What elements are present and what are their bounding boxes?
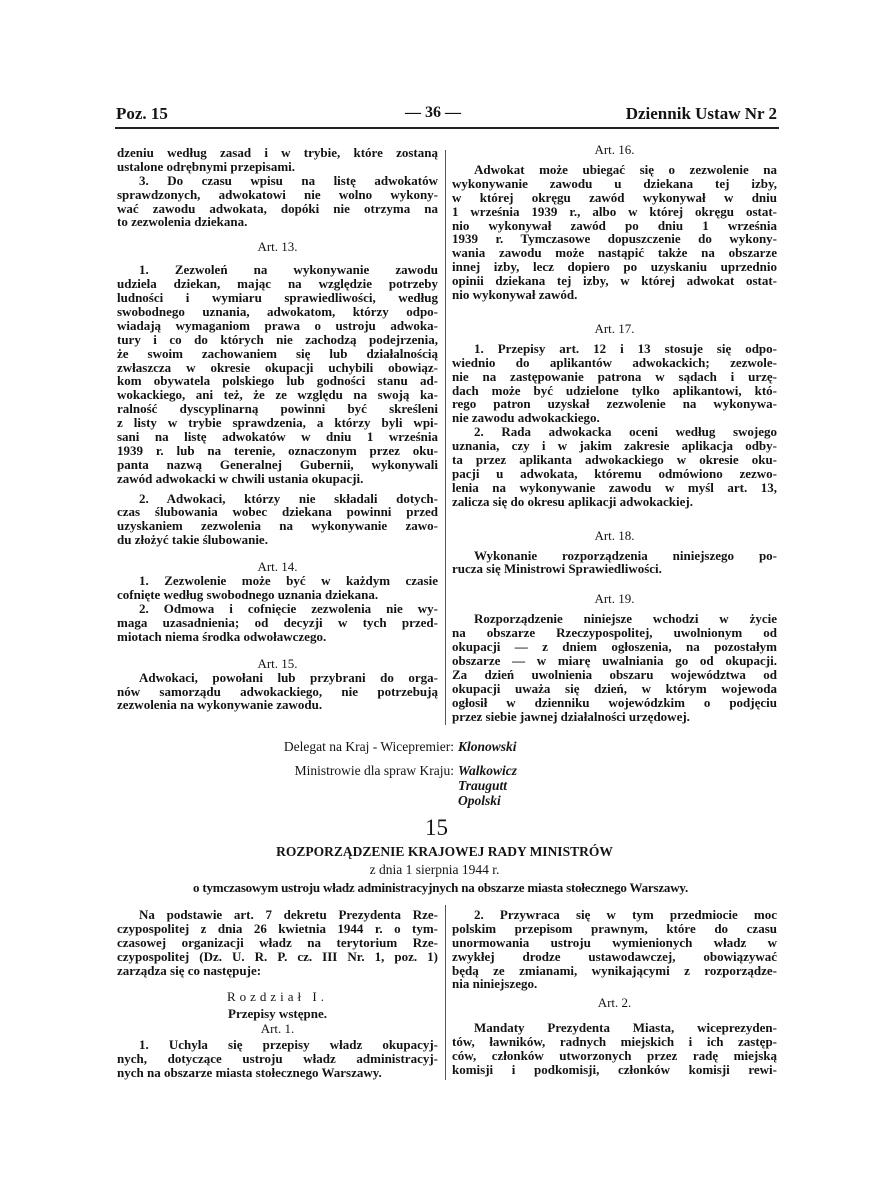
article-heading: Art. 2. <box>597 995 632 1011</box>
paragraph <box>452 908 777 991</box>
text-line: to zezwolenia dziekana. <box>117 214 248 230</box>
act-number: 15 <box>425 815 448 840</box>
text-line: maga uzasadnienia; od decyzji w tych przed- <box>117 614 438 630</box>
minister-name: Traugutt <box>458 778 508 793</box>
text-line: cofnięte według swobodnego uznania dziekana. <box>117 587 379 603</box>
text-line: 1939 r. Tymczasowe dopuszczenie do wykony- <box>452 231 777 247</box>
text-line: czasowej organizacji władz na terytorium Rze- <box>117 934 438 950</box>
text-line: zwykłej drodze ustawodawczej, obowiązywać <box>452 948 777 964</box>
paragraph <box>117 908 438 977</box>
text-line: obszarze — w miarę uwalniania go od okupacji. <box>452 653 777 669</box>
text-line: innej izby, lecz dopiero po uzyskaniu uprzednio <box>452 259 777 275</box>
text-line: zawód adwokacki w chwili ustania okupacji. <box>117 470 364 486</box>
text-line: 3. Do czasu wpisu na listę adwokatów <box>139 172 438 188</box>
chapter-heading: Rozdział I. <box>226 989 329 1005</box>
text-line: czypospolitej (Dz. U. R. P. cz. III Nr. 1, poz. 1) <box>117 948 438 964</box>
ministers-label: Ministrowie dla spraw Kraju: <box>294 763 454 778</box>
text-line: uzyskaniem zezwolenia na wykonywanie zawo- <box>117 518 438 534</box>
text-line: nio wykonywał zawód po dniu 1 września <box>452 217 777 233</box>
text-line: 1. Przepisy art. 12 i 13 stosuje się odpo- <box>474 340 777 356</box>
text-line: wokackiego, ani też, że ze względu na swoją ka- <box>117 387 438 403</box>
page-number: — 36 — <box>405 104 461 121</box>
text-line: w której okręgu zawód wykonywał w dniu <box>452 189 777 205</box>
text-line: pacji u adwokata, któremu odmówiono zezwo- <box>452 465 777 481</box>
text-line: du złożyć takie ślubowanie. <box>117 532 268 548</box>
text-line: nie na zastępowanie patrona w sądach i urzę- <box>452 368 777 384</box>
text-line: dach może być udzielone tylko aplikantowi, któ- <box>452 382 777 398</box>
paragraph <box>452 612 777 723</box>
text-line: nych na obszarze miasta stołecznego Warszawy. <box>117 1065 382 1081</box>
text-line: rucza się Ministrowi Sprawiedliwości. <box>452 561 662 577</box>
text-line: nie zawodu adwokackiego. <box>452 410 600 426</box>
paragraph <box>452 425 777 508</box>
minister-name: Walkowicz <box>458 763 518 778</box>
text-line: Adwokaci, powołani lub przybrani do orga- <box>139 669 438 685</box>
lower-left-column <box>117 908 438 1080</box>
text-line: 2. Przywraca się w tym przedmiocie moc <box>474 907 777 922</box>
text-line: wać zawodu adwokata, dopóki nie otrzyma na <box>117 200 438 216</box>
text-line: panta nazwą Generalnej Gubernii, wykonywali <box>117 456 438 472</box>
text-line: Rozporządzenie niniejsze wchodzi w życie <box>474 611 777 627</box>
paragraph <box>117 574 438 602</box>
text-line: Za dzień uwolnienia obszaru województwa od <box>452 666 777 682</box>
text-line: 1. Zezwolenie może być w każdym czasie <box>139 573 438 589</box>
text-line: tów, ławników, radnych miejskich i ich zastęp- <box>452 1034 777 1050</box>
text-line: zalicza się do okresu aplikacji adwokackiej. <box>452 493 693 509</box>
text-line: okupacji uważa się dzień, w którym wojewoda <box>452 680 777 696</box>
text-line: 2. Odmowa i cofnięcie zezwolenia nie wy- <box>139 600 438 616</box>
paragraph <box>452 342 777 425</box>
paragraph <box>117 671 438 713</box>
text-line: Mandaty Prezydenta Miasta, wiceprezyden- <box>474 1020 777 1036</box>
upper-left-column <box>117 146 438 712</box>
text-line: zarządza się co następuje: <box>117 962 262 978</box>
paragraph <box>117 492 438 548</box>
paragraph <box>452 1021 777 1077</box>
paragraph <box>117 146 438 174</box>
text-line: swobodnego uznania, adwokatom, którzy odpo- <box>117 304 438 320</box>
text-line: ogłosił w dzienniku wojewódzkim o podjęciu <box>452 694 777 710</box>
text-line: sprawdzonych, adwokatowi nie wolno wykony- <box>117 186 438 202</box>
text-line: nów samorządu adwokackiego, nie potrzebują <box>117 683 438 699</box>
article-heading: Art. 13. <box>257 239 298 255</box>
text-line: zwłaszcza w okresie okupacji uchybili obowiąz- <box>117 359 438 375</box>
upper-right-column <box>452 143 777 724</box>
act-date: z dnia 1 sierpnia 1944 r. <box>369 862 500 877</box>
text-line: wania zawodu może nastąpić także na obszarze <box>452 245 777 261</box>
text-line: przez siebie jawnej działalności urzędowej. <box>452 708 690 724</box>
text-line: wiednio do aplikantów adwokackich; zezwole- <box>452 354 777 370</box>
text-line: Wykonanie rozporządzenia niniejszego po- <box>474 547 777 563</box>
text-line: na obszarze Rzeczypospolitej, uwolnionym od <box>452 625 777 641</box>
text-line: 1. Uchyla się przepisy władz okupacyj- <box>139 1037 438 1053</box>
act-subject: o tymczasowym ustroju władz administracyjnych na obszarze miasta stołecznego Warszawy. <box>192 880 689 895</box>
header-rule <box>115 127 779 129</box>
lower-right-column <box>452 908 777 1077</box>
text-line: że swoim zachowaniem się lub działalnością <box>117 345 438 361</box>
text-line: czas ślubowania wobec dziekana powinni przed <box>117 504 438 520</box>
text-line: czypospolitej z dnia 26 kwietnia 1944 r. o tym- <box>117 920 438 936</box>
text-line: z listy w trybie sprawdzenia, a którzy byli wpi- <box>117 415 438 431</box>
position-number: Poz. 15 <box>116 104 168 123</box>
article-heading: Art. 16. <box>594 142 635 157</box>
deputy-name: Klonowski <box>458 739 517 754</box>
article-heading: Art. 18. <box>594 527 635 543</box>
text-line: polskim przepisom prawnym, które do czasu <box>452 920 777 936</box>
paragraph <box>117 602 438 644</box>
text-line: ludności i wymiaru sprawiedliwości, według <box>117 290 438 306</box>
text-line: Na podstawie art. 7 dekretu Prezydenta Rze- <box>139 907 438 922</box>
text-line: Adwokat może ubiegać się o zezwolenie na <box>474 162 777 177</box>
text-line: będą ze zmianami, wynikającymi z rozporządze- <box>452 962 777 978</box>
text-line: sani na listę adwokatów w dniu 1 września <box>117 429 438 445</box>
text-line: lenia na wykonywanie zawodu w myśl art. 13, <box>452 479 777 495</box>
act-title: ROZPORZĄDZENIE KRAJOWEJ RADY MINISTRÓW <box>276 844 613 859</box>
text-line: okupacji — z dniem ogłoszenia, na pozostałym <box>452 639 777 655</box>
text-line: ustalone odrębnymi przepisami. <box>117 158 296 174</box>
text-line: 1 września 1939 r., albo w której okręgu ostat- <box>452 203 777 219</box>
text-line: zezwolenia na wykonywanie zawodu. <box>117 697 323 713</box>
text-line: 2. Adwokaci, którzy nie składali dotych- <box>139 490 438 506</box>
paragraph <box>452 549 777 577</box>
article-heading: Art. 17. <box>594 320 635 336</box>
text-line: nych, dotyczące ustroju władz administracyj- <box>117 1051 438 1067</box>
text-line: 1. Zezwoleń na wykonywanie zawodu <box>139 262 438 278</box>
paragraph <box>117 1038 438 1080</box>
text-line: uznania, czy i w jakim zakresie aplikacja odby- <box>452 438 777 454</box>
minister-name: Opolski <box>458 793 501 808</box>
article-heading: Art. 14. <box>257 559 298 575</box>
text-line: komisji i podkomisji, członków komisji rewi- <box>452 1062 777 1078</box>
text-line: ców, członków utworzonych przez radę miejską <box>452 1048 777 1064</box>
text-line: opinii dziekana tej izby, w której adwokat ostat- <box>452 273 777 289</box>
text-line: wiadają wymaganiom prawa o ustroju adwoka- <box>117 317 438 333</box>
paragraph <box>117 263 438 485</box>
column-divider <box>445 905 446 1080</box>
column-divider <box>445 150 446 725</box>
text-line: ralność dyscyplinarną powinni być skreśleni <box>117 401 438 417</box>
text-line: 1939 r. lub na terenie, oznaczonym przez oku- <box>117 442 438 458</box>
text-line: ta przez aplikanta adwokackiego w okresie oku- <box>452 452 777 468</box>
text-line: udziela dziekan, mając na względzie potrzeby <box>117 276 438 292</box>
article-heading: Art. 1. <box>260 1021 295 1037</box>
section-heading: Przepisy wstępne. <box>228 1006 327 1022</box>
text-line: unormowania ustroju wymienionych władz w <box>452 934 777 950</box>
text-line: tury i co do których nie zachodzą podejrzenia, <box>117 331 438 347</box>
text-line: dzeniu według zasad i w trybie, które zostaną <box>117 145 438 160</box>
article-heading: Art. 15. <box>257 655 298 671</box>
paragraph <box>452 163 777 302</box>
journal-title: Dziennik Ustaw Nr 2 <box>625 104 777 123</box>
text-line: 2. Rada adwokacka oceni według swojego <box>474 424 777 440</box>
text-line: miotach niema środka odwoławczego. <box>117 628 327 644</box>
text-line: kom obywatela polskiego lub godności stanu ad- <box>117 373 438 389</box>
deputy-label: Delegat na Kraj - Wicepremier: <box>283 739 454 754</box>
text-line: nia niniejszego. <box>452 976 538 992</box>
paragraph <box>117 174 438 230</box>
text-line: wykonywanie zawodu u dziekana tej izby, <box>452 175 777 191</box>
text-line: nio wykonywał zawód. <box>452 287 578 303</box>
article-heading: Art. 19. <box>594 591 635 607</box>
text-line: rego patron uzyskał zezwolenie na wykonywa- <box>452 396 777 412</box>
